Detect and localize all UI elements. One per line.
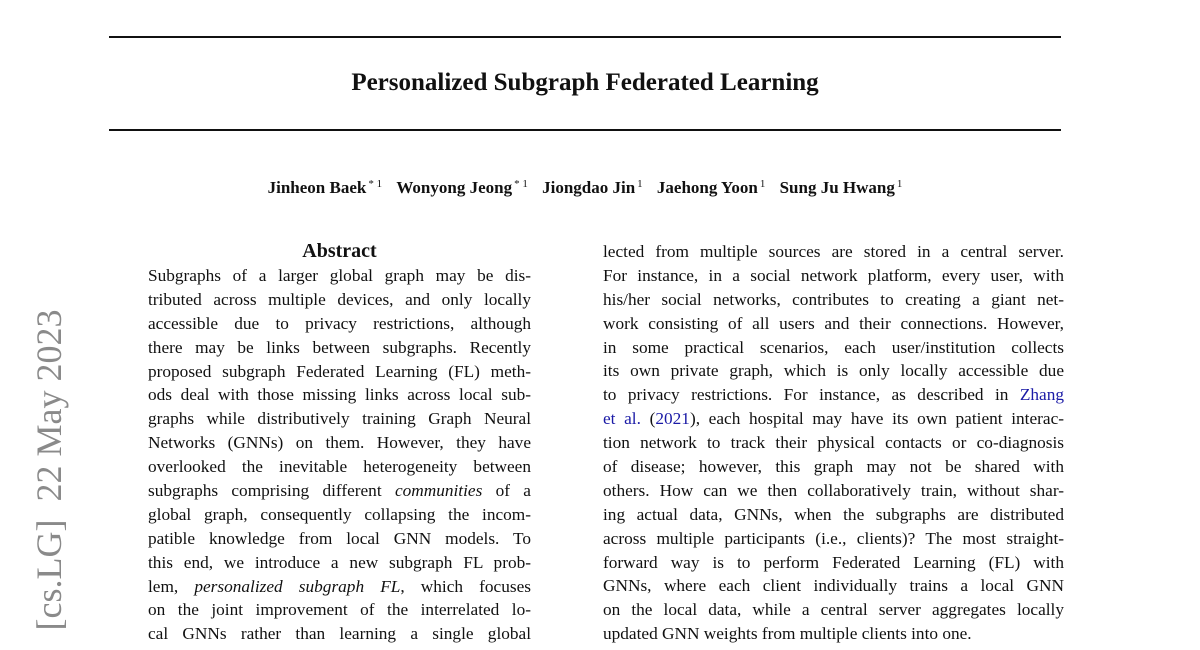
body-line: For instance, in a social network platform, every user, with	[603, 265, 1064, 285]
body-line: forward way is to perform Federated Learning (FL) with	[603, 552, 1064, 572]
author	[396, 172, 527, 200]
author-affiliation: 1	[759, 178, 766, 190]
abstract-line: overlooked the inevitable heterogeneity between	[148, 457, 531, 477]
author	[657, 172, 765, 200]
body-text: ), each hospital may have its own patient interac-	[689, 409, 1065, 429]
abstract-line	[148, 479, 531, 503]
body-line: in some practical scenarios, each user/institution collects	[603, 337, 1064, 357]
author	[268, 172, 382, 200]
citation-link[interactable]: et al.	[603, 409, 641, 429]
author-name: Jinheon Baek	[267, 178, 367, 197]
body-line	[603, 383, 1064, 407]
body-line: others. How can we then collaboratively train, without shar-	[603, 480, 1064, 500]
body-text: (	[640, 409, 656, 429]
body-text: to privacy restrictions. For instance, as described in	[603, 385, 1020, 405]
abstract-line: cal GNNs rather than learning a single global	[148, 624, 531, 644]
abstract-line: tributed across multiple devices, and only locally	[148, 289, 531, 309]
body-line: of disease; however, this graph may not be shared with	[603, 457, 1064, 477]
body-line: tion network to track their physical contacts or co-diagnosis	[603, 433, 1064, 453]
abstract-line: proposed subgraph Federated Learning (FL) meth-	[148, 361, 531, 381]
author	[542, 172, 643, 200]
author-name: Wonyong Jeong	[396, 178, 513, 197]
arxiv-stamp: [cs.LG] 22 May 2023	[29, 309, 69, 631]
abstract-line: Subgraphs of a larger global graph may be dis-	[148, 266, 531, 285]
abstract-line: patible knowledge from local GNN models. To	[148, 528, 531, 548]
body-line: lected from multiple sources are stored in a central server.	[603, 242, 1064, 261]
author-name: Sung Ju Hwang	[779, 178, 895, 197]
body-line	[603, 407, 1064, 431]
body-line: ing actual data, GNNs, when the subgraphs are distributed	[603, 504, 1064, 524]
abstract-line: on the joint improvement of the interrelated lo-	[148, 600, 531, 620]
citation-year-link[interactable]: 2021	[655, 409, 690, 429]
body-line: on the local data, while a central server aggregates locally	[603, 600, 1064, 620]
body-line: work consisting of all users and their connections. However,	[603, 313, 1064, 333]
author-name: Jaehong Yoon	[656, 178, 758, 197]
abstract-column	[148, 238, 531, 646]
author-affiliation: * 1	[368, 178, 383, 190]
author-name: Jiongdao Jin	[542, 178, 636, 197]
abstract-line: this end, we introduce a new subgraph FL prob-	[148, 552, 531, 572]
author	[780, 172, 903, 200]
abstract-line: graphs while distributively training Graph Neural	[148, 409, 531, 429]
abstract-emphasis: personalized subgraph FL	[194, 576, 401, 596]
abstract-line: Networks (GNNs) on them. However, they have	[148, 433, 531, 453]
intro-column	[603, 240, 1064, 646]
abstract-text: subgraphs comprising different	[148, 481, 395, 501]
title-top-rule	[109, 36, 1061, 38]
body-line: its own private graph, which is only locally accessible due	[603, 361, 1064, 381]
abstract-emphasis: communities	[394, 481, 483, 501]
abstract-text: lem,	[148, 576, 195, 596]
abstract-text: , which focuses	[400, 576, 531, 596]
title-bottom-rule	[109, 129, 1061, 131]
abstract-line	[148, 575, 531, 599]
body-line: across multiple participants (i.e., clients)? The most straight-	[603, 528, 1064, 548]
author-affiliation: 1	[896, 178, 903, 190]
body-line: his/her social networks, contributes to creating a giant net-	[603, 289, 1064, 309]
abstract-line: ods deal with those missing links across local sub-	[148, 385, 531, 405]
body-line: updated GNN weights from multiple clients into one.	[603, 624, 972, 644]
abstract-text: of a	[482, 481, 531, 501]
author-affiliation: * 1	[514, 178, 528, 190]
abstract-line: there may be links between subgraphs. Recently	[148, 337, 531, 357]
citation-link[interactable]: Zhang	[1019, 385, 1064, 405]
paper-title: Personalized Subgraph Federated Learning	[351, 69, 819, 96]
abstract-heading: Abstract	[302, 240, 377, 262]
author-list	[109, 172, 1061, 200]
abstract-line: global graph, consequently collapsing the incom-	[148, 504, 531, 524]
body-line: GNNs, where each client individually trains a local GNN	[603, 576, 1064, 596]
abstract-line: accessible due to privacy restrictions, although	[148, 313, 531, 333]
author-affiliation: 1	[637, 178, 643, 190]
